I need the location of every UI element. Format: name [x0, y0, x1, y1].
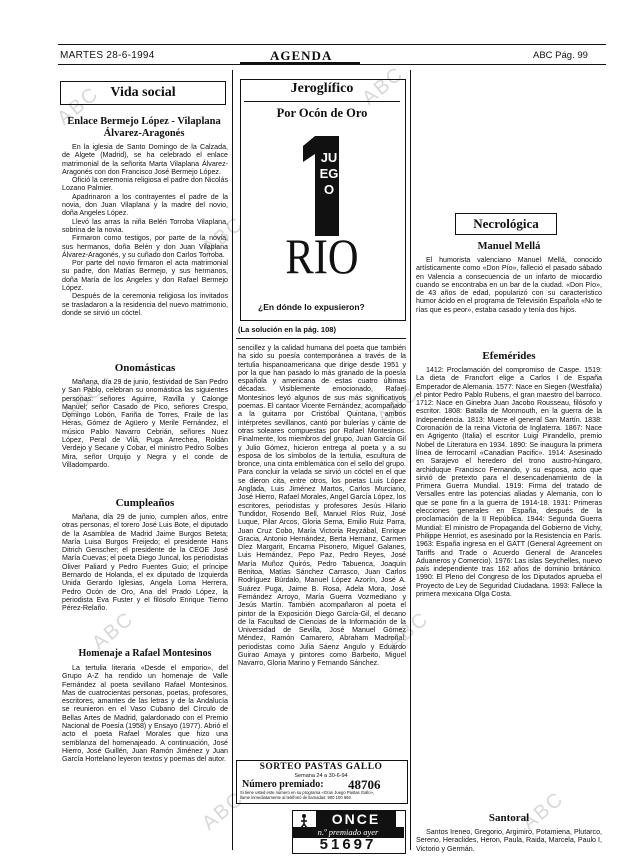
necrologica-name: Manuel Mellá	[477, 241, 541, 252]
homenaje-continued	[238, 344, 406, 749]
cumpleanos-heading: Cumpleaños	[115, 497, 175, 509]
paragraph: Mañana, día 29 de junio, festividad de San Pedro y San Pablo, celebran su onomástica las siguientes personas: señores Aguirre, Ravilla y Calonge Manuel; señor Casado de Pico, señores Crespo, Domingo Lobón, Fariña de Torres, Fraile de las Heras, Gómez de Agüero y Merile Fernández, el músico Pablo Navarro Cebrián, señores Nuez López, Peral de Vilá, Puga Arrechea, Roldán Verdejo y Secane y Cobar, el ministro Pedro Solbes Mira, señor Urquijo y Negra y el conde de Villadompardo.	[62, 378, 228, 469]
homenaje-body	[62, 664, 228, 850]
sorteo-note-2: llame inmediatamente al teléfono de llamadas: 900 100 666	[240, 795, 351, 800]
jeroglifico-answer-word: RIO	[285, 228, 359, 284]
homenaje-continued-top	[414, 73, 602, 203]
paragraph: Después de la ceremonia religiosa los invitados se trasladaron a la residencia del nuevo matrimonio, donde se sirvió un cóctel.	[62, 292, 228, 317]
vida-social-body	[62, 143, 228, 355]
header-title-underline	[240, 62, 360, 64]
homenaje-heading: Homenaje a Rafael Montesinos	[78, 648, 212, 659]
once-number: 51697	[319, 836, 377, 853]
santoral-body	[416, 828, 602, 854]
once-caption: n.º premiado ayer	[292, 827, 404, 838]
paragraph: Por parte del novio firmaron el acta matrimonial su padre, don Matías Bermejo, y sus hermanos, doña María de los Angeles y don Rafael Bermejo López.	[62, 259, 228, 293]
sorteo-week: Semana 24 a 30-6-94	[294, 773, 348, 779]
watermark: ABC	[53, 82, 104, 130]
necrologica-heading: Necrológica	[455, 213, 557, 235]
paragraph: Apadrinaron a los contrayentes el padre de la novia, don Juan Vilaplana y la madre del novio, doña Angeles López.	[62, 192, 228, 218]
paragraph: La tertulia literaria «Desde el emporio», del Grupo A-Z ha rendido un homenaje de Valle Fernández al poeta sevillano Rafael Montesinos. Mas de cuatrocientas personas, poetas, profesores, escritores, amantes de las letras y de la Andalucía se reunieron en el Vaso Cubano del Círculo de Bellas Artes de Madrid, galardonado con el Premio Nacional de Poesía (1958) y Ensayo (1977). Abrió el acto el poeta Rafael Morales que hizo una semblanza del homenajeado. A continuación, José Hierro, José Guillén, Juan Ramón Jiménez y Juan García Hortelano leyeron textos y poemas del autor.	[62, 664, 228, 764]
jeroglifico-title-rule	[244, 101, 400, 102]
sorteo-title: SORTEO PASTAS GALLO	[259, 762, 383, 772]
santoral-heading: Santoral	[488, 812, 530, 824]
column-divider	[232, 70, 233, 850]
jeroglifico-word: JUEGO	[319, 150, 339, 197]
paragraph: sencillez y la calidad humana del poeta que también ha sido su poesía contemporánea a través de la tertulia hispanoamericana que dirige desde 1951 y por la que han pasado lo más granado de la poesía española y americana de estas cuatro últimas décadas. Visiblemente emocionado, Rafael Montesinos leyó algunos de sus más significativos poemas. El cantaor Vicente Fernández, acompañado a la guitarra por Cristóbal Quintana, ambos intérpretes sevillanos, cantó por bulerías y cante de otras soleares compuestas por Rafael Montesinos. Finalmente, los miembros del grupo, Juan García Gil y Julio Gómez, hicieron entrega al poeta y a su esposa de los símbolos de la tertulia, escultura de bronce, una cinta emblemática con el sello del grupo. Para concluir la velada se sirvió un cóctel en el que se dieron cita, entre otros, los poetas Luis López Anglada, Luis Jiménez Martos, Carlos Murciano, José Hierro, Rafael Morales, Angel García López, los escritores, periodistas y profesores Jesús Hilario Tundidor, Rosendo Bell, Manuel Ríos Ruiz, José Luque, Pilar Arcos, Gloria Serna, Emilio Ruiz Parra, Juan Cruz Cobo, María Victoria Reyzábal, Enrique Gracia, Antonio Hernández, Berta Hernanz, Carmen Díez Margarit, Encarna Pisonero, Miguel Galanes, Luis Hernández, Pepo Paz, Pedro Reyes, José María Muñoz Quirós, Pedro Tabuenca, Joaquín Benitoa, Matías Sánchez Carrasco, Juan Carlos Rodríguez Búrdalo, Manuel López Azorín, José A. Suárez Puga, Jaime B. Rosa, Adela Mora, José Fernández Arroyo, María Guerra Vozmediano y Jesús Martín. También acompañaron al poeta el pintor de la Exposición Diego García-Gil, el decano de la Facultad de Ciencias de la Información de la Universidad de Sevilla, José Manuel Gómez Méndez, Ramón Camarero, Abraham Madroñal, periodistas como Julia Sáenz Angulo y Eduardo Guirao Amaya y pintores como Barbeito, Miguel Navarro, Gloria Marino y Fernando Sánchez.	[238, 344, 406, 668]
header-top-rule	[58, 44, 606, 45]
sorteo-note-1: Si tiene usted este número en su programa «Gran Juego Pastas Gallo»,	[240, 790, 375, 795]
jeroglifico-question: ¿En dónde lo expusieron?	[258, 302, 365, 312]
once-brand: ONCE	[316, 811, 396, 827]
sorteo-prize-number: 48706	[348, 777, 381, 792]
watermark: ABC	[198, 787, 249, 835]
watermark: ABC	[518, 787, 569, 835]
watermark: ABC	[88, 607, 139, 655]
watermark: ABC	[383, 607, 434, 655]
jeroglifico-title: Jeroglífico	[290, 81, 354, 96]
watermark: ABC	[58, 377, 109, 425]
efemerides-heading: Efemérides	[482, 350, 536, 362]
paragraph: 1412: Proclamación del compromiso de Caspe. 1519: La dieta de Francfort elige a Carlos I de España Emperador de Alemania. 1577: Nace en Siegen (Westfalia) el pintor Pedro Pablo Rubens, el gran maestro del barroco. 1712: Nace en Ginebra Juan Jacobo Rousseau, filósofo y escritor. 1808: Batalla de Monmouth, en la guerra de la Independencia. 1813: Muere el general San Martín. 1838: Coronación de la reina Victoria de Inglaterra. 1867: Nace en Agrigento (Italia) el escritor Luigi Pirandello, premio Nobel de Literatura en 1934. 1890: Se inaugura la primera línea de ferrocarril «Canadian Pacific». 1914: Asesinado en Sarajevo el heredero del trono austro-húngaro, archiduque Francisco Fernando, y su esposa, acto que sirvió de pretexto para el desencadenamiento de la Primera Guerra Mundial. 1919: Firma del tratado de Versalles entre las potencias aliadas y Alemania, con lo que se pone fin a la guerra de 1914-18. 1931: Primeras elecciones generales en España, después de la proclamación de la II República. 1944: Segunda Guerra Mundial: El ministro de Propaganda del Gobierno de Vichy, Philippe Henriot, es asesinado por la Resistencia en París. 1963: España ingresa en el GATT (General Agreement on Tariffs and Trade o Acuerdo General de Aranceles Aduaneros y Comercio). 1976: Las islas Seychelles, nuevo país independiente tras 162 años de dominio británico. 1990: El Pleno del Congreso de los Diputados aprueba el Proyecto de Ley de Seguridad Ciudadana. 1993: Fallece la primera mexicana Olga Costa.	[416, 366, 602, 599]
paragraph: El humorista valenciano Manuel Mellá, conocido artísticamente como «Don Pío», falleció el pasado sábado en Valencia a consecuencia de un infarto de miocardio cuando se encontraba en un bar de la ciudad. «Don Pío», de 43 años de edad, popularizó con su característico humor ácido en el programa de Televisión Española «No te rías que es peor», estaba casado y tenía dos hijos.	[416, 256, 602, 314]
paragraph: Santos Ireneo, Gregorio, Argimiro, Potamiena, Plutarco, Sereno, Heraclides, Heron, Paula, Raida, Marcela, Paulo I, Victorio y Germán.	[416, 828, 602, 853]
cumpleanos-body	[62, 513, 228, 643]
onomasticas-body	[62, 378, 228, 490]
watermark: ABC	[198, 212, 249, 260]
sorteo-prize-label: Número premiado:	[242, 779, 324, 790]
paragraph: Mañana, día 29 de junio, cumplen años, entre otras personas, el torero José Luis Bote, el diputado de la Asamblea de Madrid Jaime Burgos Beteta; María Luisa Burgos Freijedo; el presidente Hans Ditrich Genscher; el presidente de la CEOE José María Cuevas; el poeta Diego Juncal, los periodistas Oliver Paliard y Pedro Fuentes Guio; el príncipe Bernardo de Holanda, el ex diputado de Izquierda Unida Gerardo Iglesias, Angela Loma Herrera, Pedro Ocón de Oro, Ana del Prado López, la periodista Eva Fuster y el filósofo Enrique Tierno Pérez-Relaño.	[62, 513, 228, 613]
header-bottom-rule	[58, 64, 606, 65]
page-number: ABC Pág. 99	[533, 50, 588, 61]
paragraph: En la iglesia de Santo Domingo de la Calzada, de Algete (Madrid), se ha celebrado el enlace matrimonial de la señorita Marta Vilaplana Álvarez-Aragonés con don Francisco José Bermejo López.	[62, 143, 228, 176]
jeroglifico-byline: Por Ocón de Oro	[276, 106, 368, 120]
vida-social-heading: Vida social	[60, 81, 226, 105]
paragraph: Firmaron como testigos, por parte de la novia, sus hermanos, doña Belén y don Juan Vilaplana Álvarez-Aragonés, y su cuñado don Carlos Torroba.	[62, 234, 228, 259]
onomasticas-heading: Onomásticas	[114, 362, 176, 374]
watermark: ABC	[358, 62, 409, 110]
jeroglifico-solution: (La solución en la pág. 108)	[238, 325, 336, 334]
issue-date: MARTES 28-6-1994	[60, 50, 155, 61]
section-title: AGENDA	[270, 48, 333, 63]
necrologica-body	[416, 256, 602, 342]
efemerides-body	[416, 366, 602, 806]
section-rule	[236, 338, 406, 339]
wedding-headline: Enlace Bermejo López - Vilaplana Álvarez-Aragonés	[67, 116, 221, 139]
paragraph: Llevó las arras la niña Belén Torroba Vilaplana, sobrina de la novia.	[62, 217, 228, 234]
watermark: ABC	[373, 382, 424, 430]
column-divider	[410, 70, 411, 850]
paragraph: Ofició la ceremonia religiosa el padre don Nicolás Lozano Palmier.	[62, 176, 228, 193]
